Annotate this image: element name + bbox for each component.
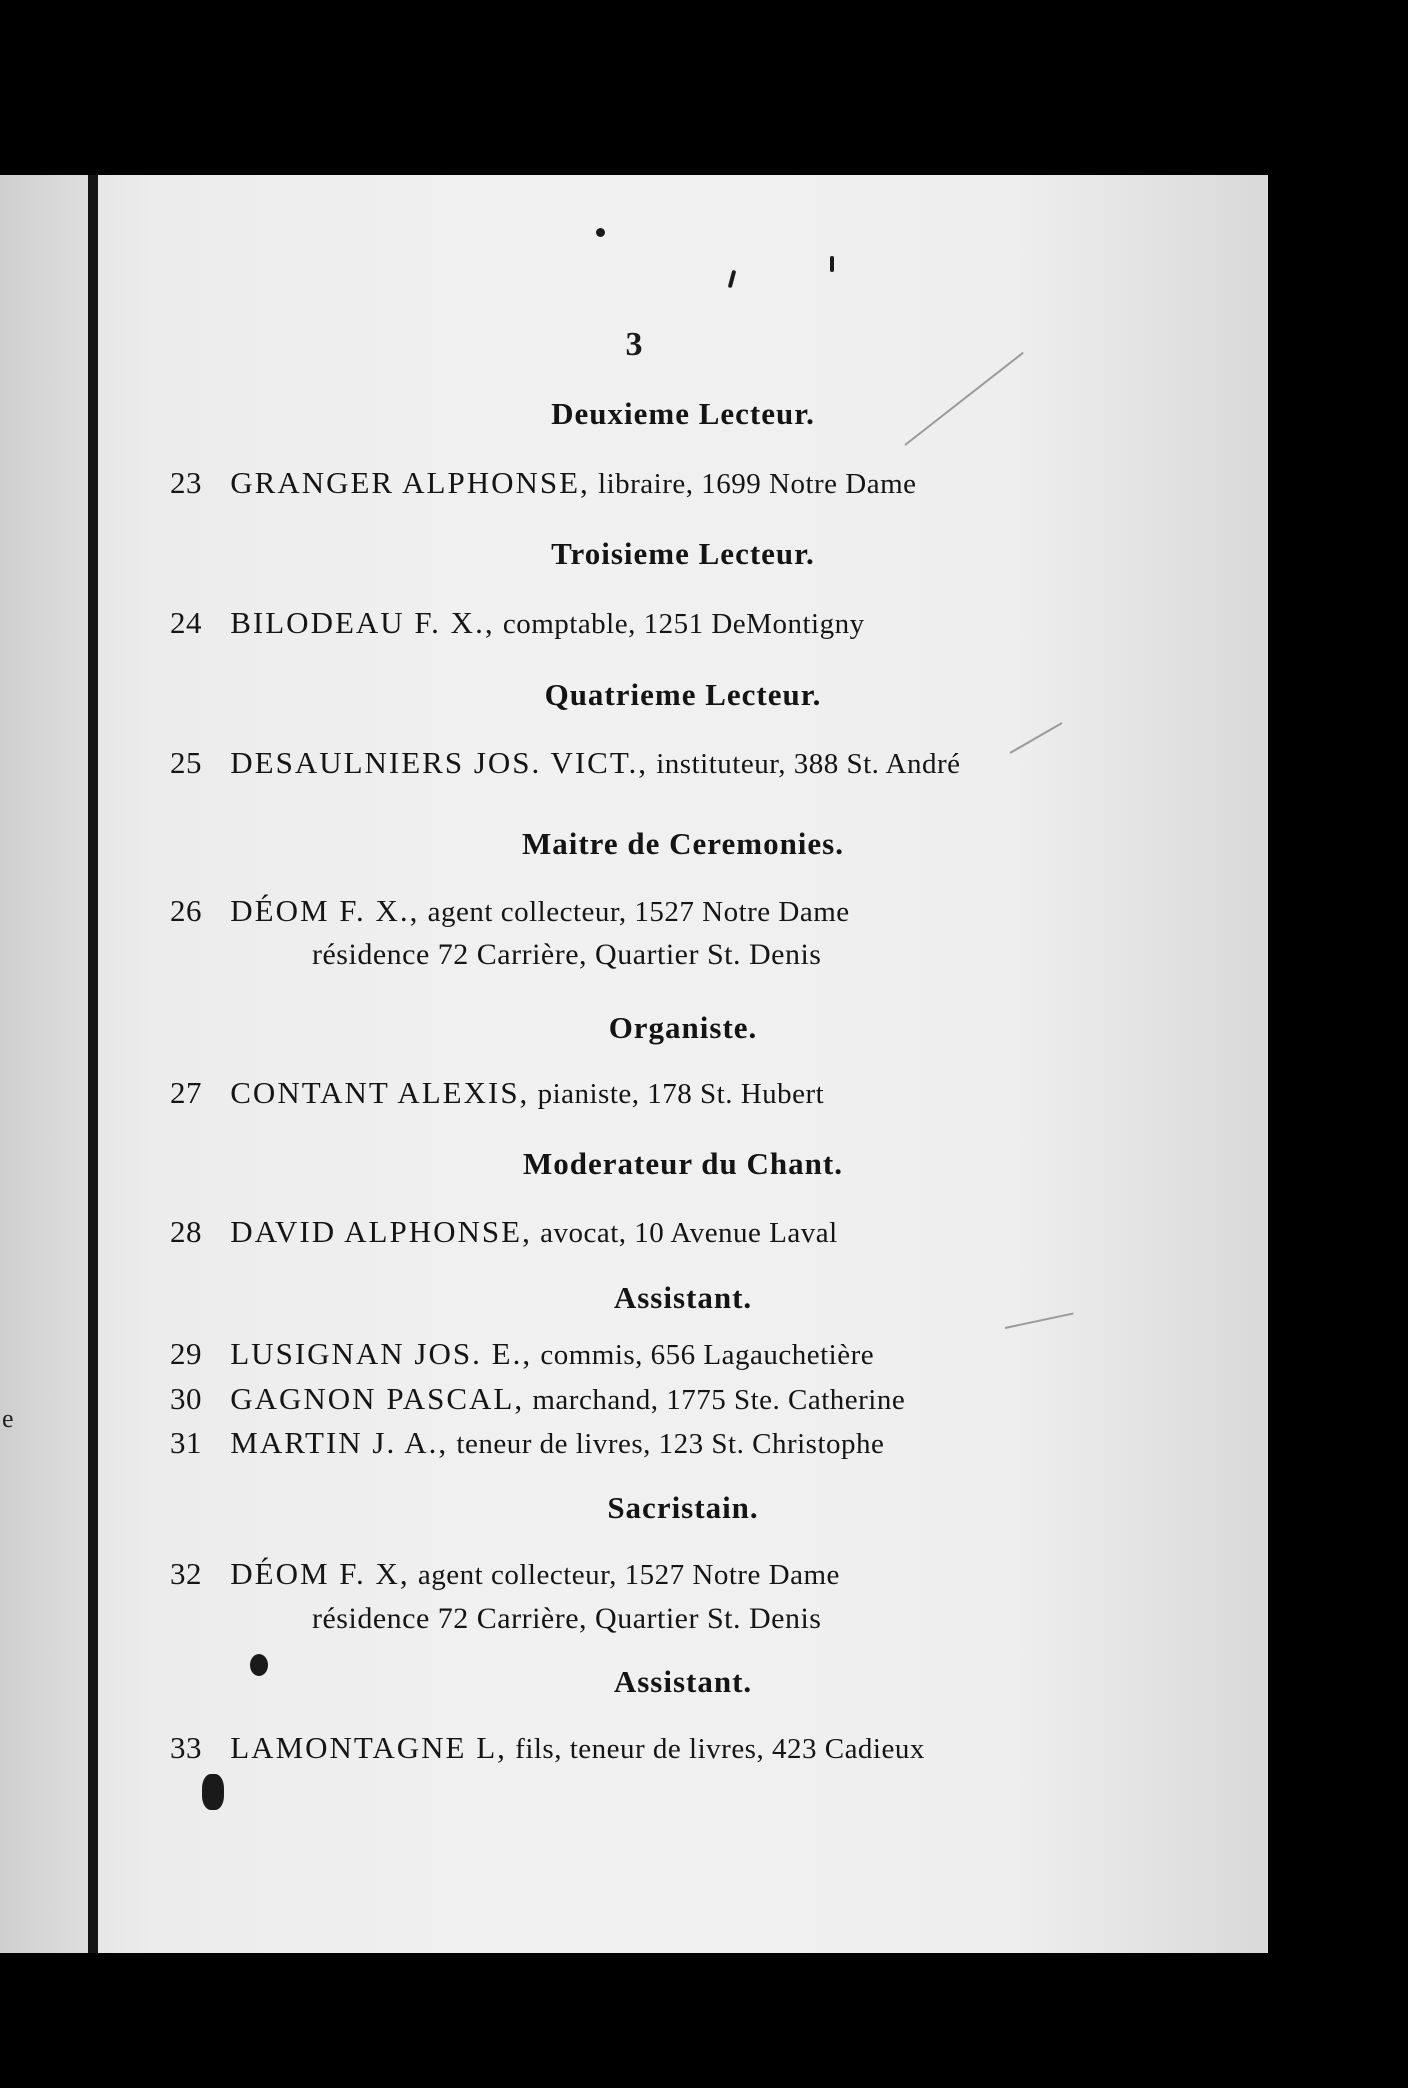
entry-continuation: résidence 72 Carrière, Quartier St. Denis bbox=[312, 1602, 822, 1635]
facing-page-edge bbox=[0, 175, 88, 1953]
section-heading-assistant: Assistant. bbox=[613, 1280, 753, 1315]
list-item bbox=[170, 1381, 905, 1417]
entry-name: MARTIN J. A., bbox=[230, 1425, 449, 1460]
entry-number: 31 bbox=[170, 1425, 202, 1460]
entry-number: 26 bbox=[170, 893, 202, 928]
list-item bbox=[170, 1075, 824, 1111]
entry-number: 30 bbox=[170, 1381, 202, 1416]
section-heading-moderateur-du-chant: Moderateur du Chant. bbox=[523, 1146, 843, 1181]
entry-name: DAVID ALPHONSE, bbox=[230, 1214, 532, 1249]
book-spine bbox=[88, 175, 98, 1953]
page-number: 3 bbox=[625, 326, 643, 363]
list-item bbox=[170, 605, 865, 641]
entry-name: BILODEAU F. X., bbox=[230, 605, 495, 640]
entry-name: CONTANT ALEXIS, bbox=[230, 1075, 530, 1110]
list-item bbox=[170, 1425, 884, 1461]
entry-detail: teneur de livres, 123 St. Christophe bbox=[456, 1428, 885, 1460]
entry-detail: libraire, 1699 Notre Dame bbox=[598, 468, 917, 500]
entry-number: 28 bbox=[170, 1214, 202, 1249]
entry-number: 33 bbox=[170, 1730, 202, 1765]
entry-name: GRANGER ALPHONSE, bbox=[230, 465, 590, 500]
entry-number: 25 bbox=[170, 745, 202, 780]
entry-detail: marchand, 1775 Ste. Catherine bbox=[532, 1384, 906, 1416]
entry-name: DESAULNIERS JOS. VICT., bbox=[230, 745, 648, 780]
entry-name: DÉOM F. X, bbox=[230, 1556, 410, 1591]
list-item bbox=[170, 1336, 874, 1372]
entry-number: 27 bbox=[170, 1075, 202, 1110]
list-item bbox=[170, 465, 917, 501]
section-heading-assistant: Assistant. bbox=[613, 1664, 753, 1699]
section-heading-organiste: Organiste. bbox=[608, 1010, 758, 1045]
section-heading-sacristain: Sacristain. bbox=[607, 1490, 759, 1525]
entry-number: 29 bbox=[170, 1336, 202, 1371]
entry-detail: pianiste, 178 St. Hubert bbox=[537, 1078, 825, 1110]
ink-speck bbox=[596, 228, 605, 237]
section-heading-quatrieme-lecteur: Quatrieme Lecteur. bbox=[544, 677, 822, 712]
entry-detail: fils, teneur de livres, 423 Cadieux bbox=[515, 1733, 925, 1765]
entry-name: LUSIGNAN JOS. E., bbox=[230, 1336, 533, 1371]
entry-number: 32 bbox=[170, 1556, 202, 1591]
ink-speck bbox=[830, 256, 834, 272]
entry-name: LAMONTAGNE L, bbox=[230, 1730, 507, 1765]
entry-detail: comptable, 1251 DeMontigny bbox=[502, 608, 865, 640]
list-item bbox=[170, 893, 850, 929]
section-heading-troisieme-lecteur: Troisieme Lecteur. bbox=[551, 536, 815, 571]
ink-speck bbox=[250, 1654, 268, 1676]
entry-number: 23 bbox=[170, 465, 202, 500]
entry-name: DÉOM F. X., bbox=[230, 893, 420, 928]
list-item bbox=[170, 1214, 838, 1250]
section-heading-deuxieme-lecteur: Deuxieme Lecteur. bbox=[551, 396, 815, 431]
list-item bbox=[170, 745, 961, 781]
section-heading-maitre-de-ceremonies: Maitre de Ceremonies. bbox=[521, 826, 844, 861]
entry-name: GAGNON PASCAL, bbox=[230, 1381, 525, 1416]
list-item bbox=[170, 1556, 840, 1592]
entry-number: 24 bbox=[170, 605, 202, 640]
entry-detail: agent collecteur, 1527 Notre Dame bbox=[417, 1559, 840, 1591]
entry-detail: avocat, 10 Avenue Laval bbox=[540, 1217, 838, 1249]
entry-detail: agent collecteur, 1527 Notre Dame bbox=[427, 896, 850, 928]
facing-page-fragment: e bbox=[2, 1404, 14, 1433]
entry-continuation: résidence 72 Carrière, Quartier St. Denis bbox=[312, 938, 822, 971]
list-item bbox=[170, 1730, 925, 1766]
entry-detail: commis, 656 Lagauchetière bbox=[540, 1339, 875, 1371]
entry-detail: instituteur, 388 St. André bbox=[656, 748, 961, 780]
ink-speck bbox=[202, 1774, 224, 1810]
